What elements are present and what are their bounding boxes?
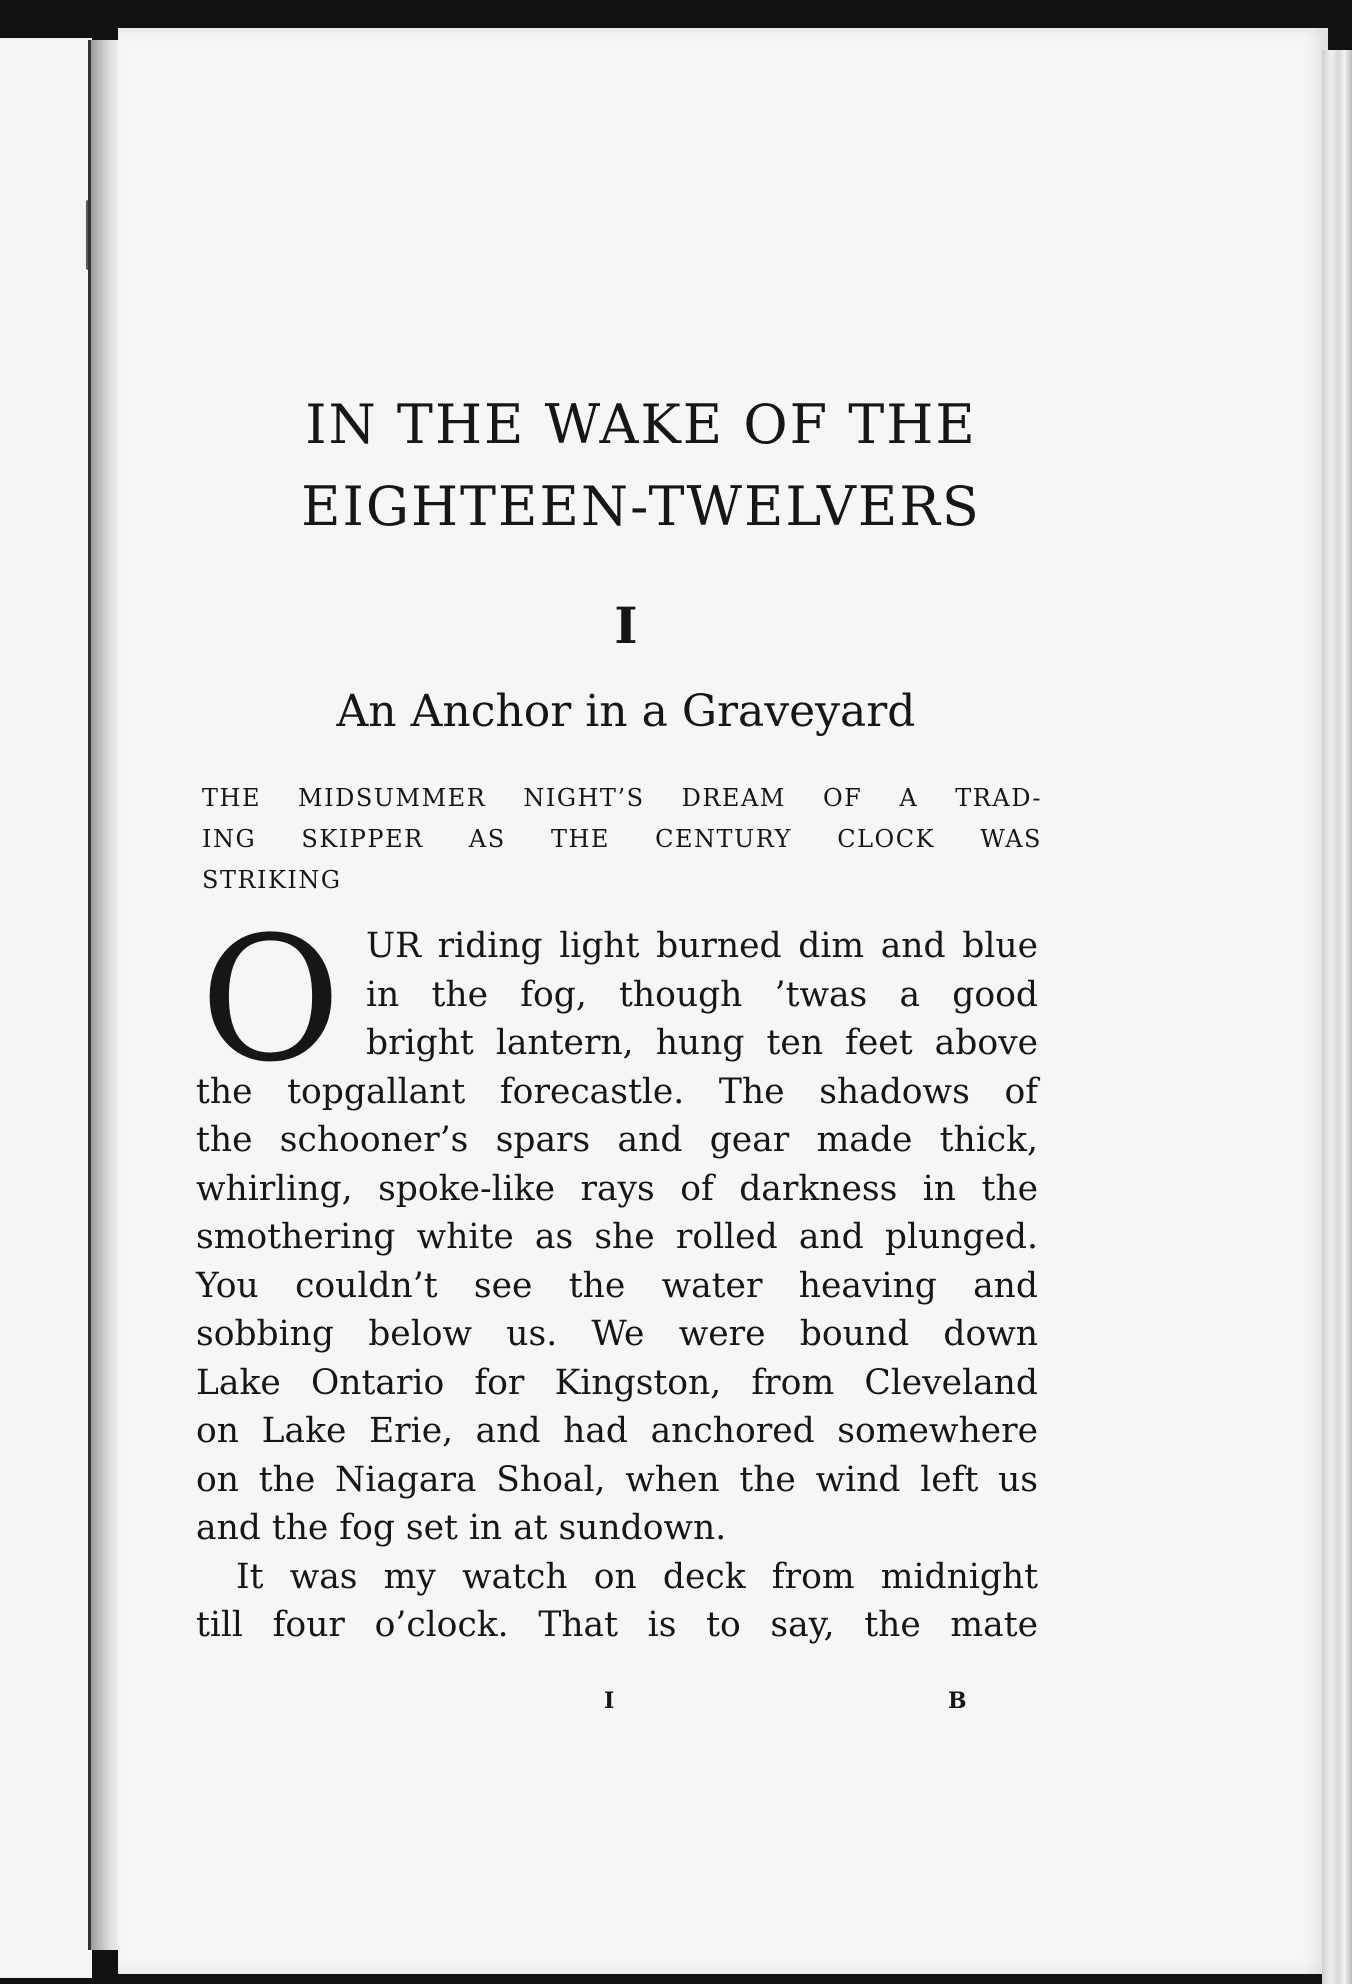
- page-fore-edge: [1322, 50, 1352, 1984]
- facing-page-edge: [0, 38, 92, 1978]
- chapter-subtitle-line: ING SKIPPER AS THE CENTURY CLOCK WAS: [202, 825, 1042, 853]
- body-line: the schooner’s spars and gear made thick,: [196, 1120, 1038, 1160]
- chapter-subtitle-line: STRIKING: [202, 866, 342, 894]
- page-number: I: [604, 1688, 615, 1714]
- body-line: UR riding light burned dim and blue: [366, 926, 1038, 966]
- chapter-number: I: [614, 596, 638, 655]
- body-line: on Lake Erie, and had anchored somewhere: [196, 1411, 1038, 1451]
- book-title-line-2: EIGHTEEN-TWELVERS: [301, 475, 981, 538]
- chapter-title: An Anchor in a Graveyard: [336, 686, 916, 737]
- signature-mark: B: [948, 1688, 967, 1714]
- body-text: [196, 922, 1038, 1650]
- body-line: Lake Ontario for Kingston, from Cleveland: [196, 1362, 1038, 1403]
- body-line: It was my watch on deck from midnight: [236, 1556, 1038, 1597]
- body-line: smothering white as she rolled and plunged.: [196, 1217, 1038, 1257]
- body-line: You couldn’t see the water heaving and: [196, 1265, 1038, 1306]
- book-title: [196, 384, 1086, 548]
- chapter-subtitle-line: THE MIDSUMMER NIGHT’S DREAM OF A TRAD-: [202, 784, 1042, 812]
- body-line: on the Niagara Shoal, when the wind left us: [196, 1459, 1038, 1500]
- body-line: sobbing below us. We were bound down: [196, 1314, 1038, 1354]
- book-title-line-1: IN THE WAKE OF THE: [305, 393, 977, 456]
- drop-cap: O: [200, 899, 342, 1100]
- chapter-subtitle: [202, 778, 1042, 901]
- body-line: and the fog set in at sundown.: [196, 1508, 727, 1548]
- body-line: whirling, spoke-like rays of darkness in the: [196, 1168, 1038, 1209]
- body-line: the topgallant forecastle. The shadows of: [196, 1071, 1038, 1112]
- body-line: till four o’clock. That is to say, the mate: [196, 1605, 1038, 1645]
- body-line: in the fog, though ’twas a good: [366, 974, 1038, 1015]
- body-line: bright lantern, hung ten feet above: [366, 1023, 1038, 1063]
